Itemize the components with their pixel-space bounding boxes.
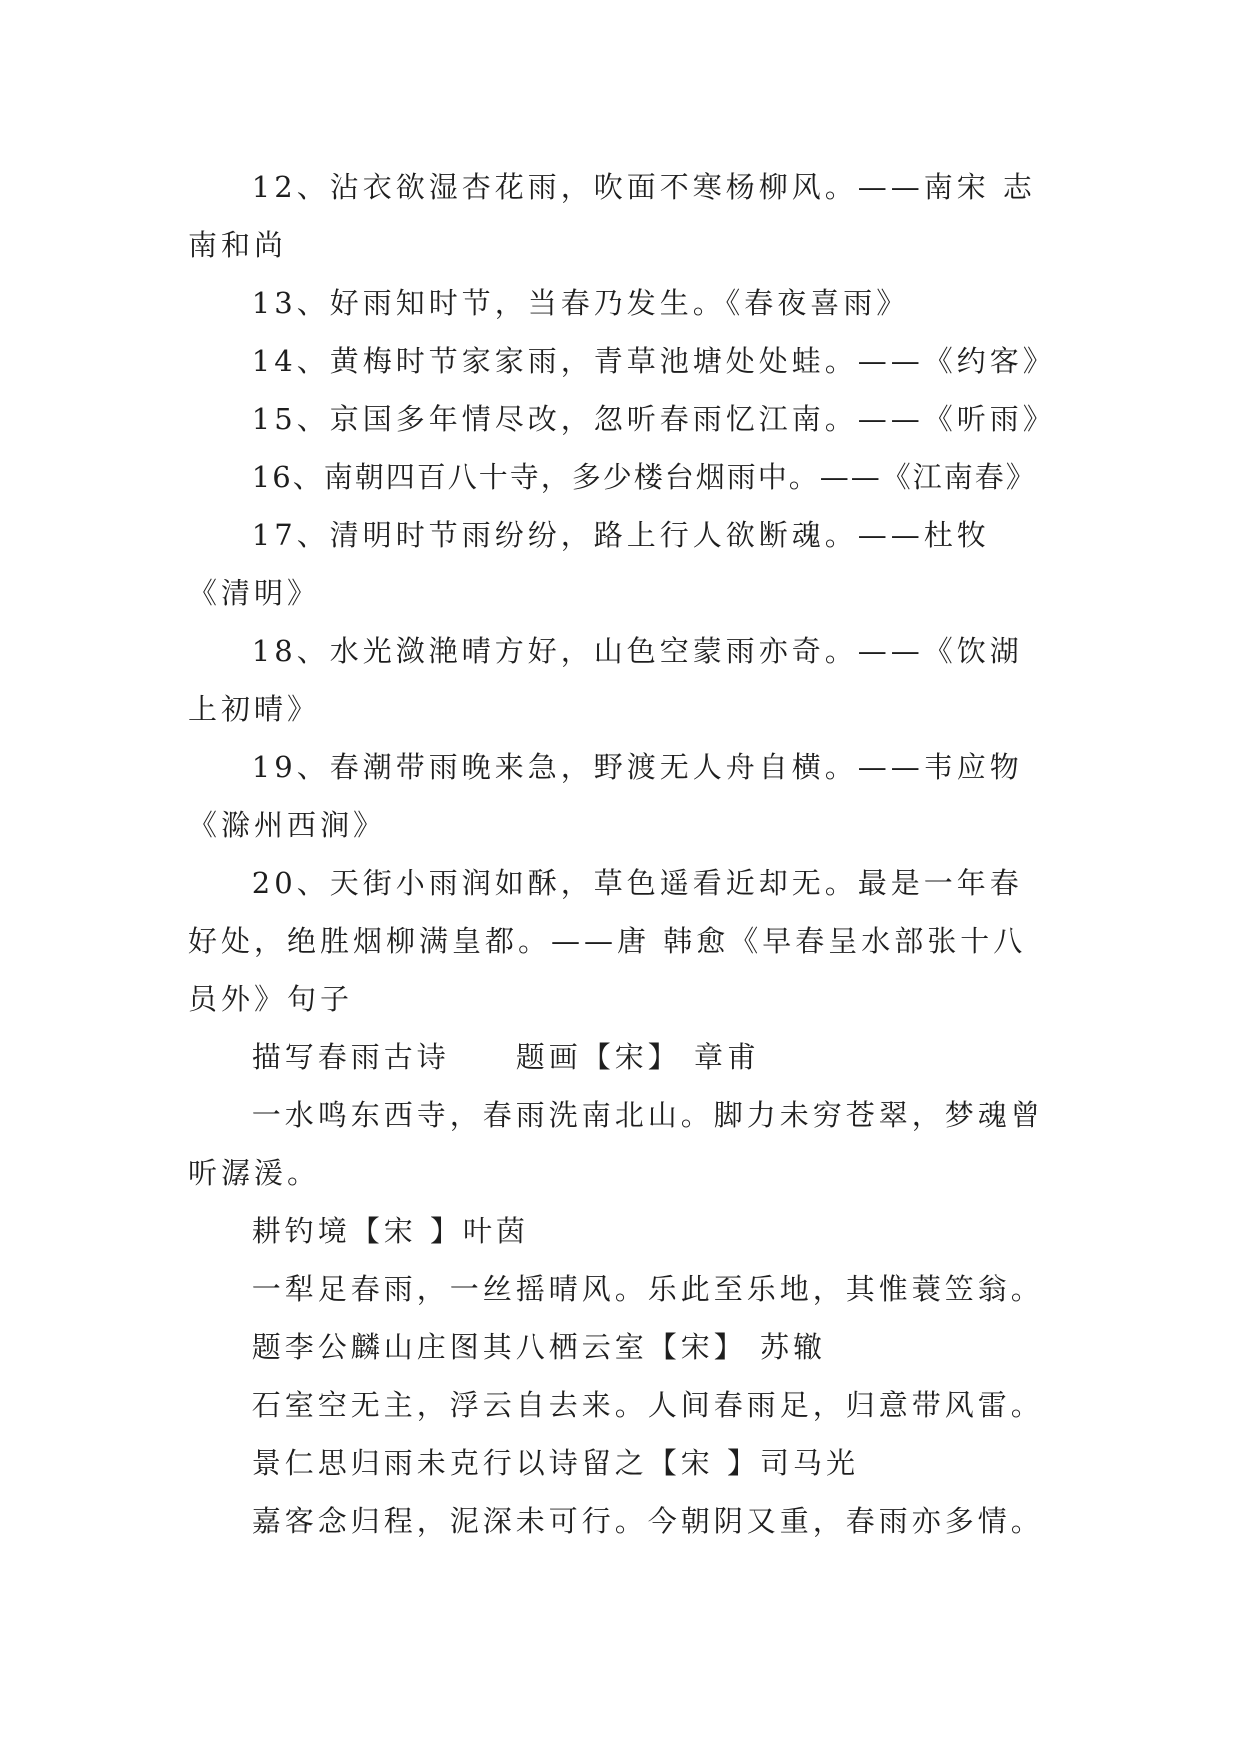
poem-heading: 描写春雨古诗 题画【宋】 章甫 bbox=[251, 1040, 761, 1074]
paragraph: 16、南朝四百八十寺，多少楼台烟雨中。——《江南春》 bbox=[251, 460, 1037, 494]
poem-text: 石室空无主，浮云自去来。人间春雨足，归意带风雷。 bbox=[251, 1388, 1044, 1422]
paragraph: 15、京国多年情尽改，忽听春雨忆江南。——《听雨》 bbox=[251, 402, 1056, 436]
paragraph: 17、清明时节雨纷纷，路上行人欲断魂。——杜牧《清明》 bbox=[188, 518, 990, 610]
poem-heading: 题李公麟山庄图其八栖云室【宋】 苏辙 bbox=[251, 1330, 827, 1364]
poem-text: 一犁足春雨，一丝摇晴风。乐此至乐地，其惟蓑笠翁。 bbox=[251, 1272, 1044, 1306]
paragraph: 12、沾衣欲湿杏花雨，吹面不寒杨柳风。——南宋 志南和尚 bbox=[188, 170, 1036, 262]
paragraph: 19、春潮带雨晚来急，野渡无人舟自横。——韦应物《滁州西涧》 bbox=[188, 750, 1023, 842]
poem-text: 嘉客念归程，泥深未可行。今朝阴又重，春雨亦多情。 bbox=[251, 1504, 1044, 1538]
paragraph: 20、天街小雨润如酥，草色遥看近却无。最是一年春好处，绝胜烟柳满皇都。——唐 韩愈《早春呈水部张十八员外》句子 bbox=[188, 866, 1027, 1016]
paragraph: 13、好雨知时节，当春乃发生。《春夜喜雨》 bbox=[251, 286, 910, 320]
poem-text: 一水鸣东西寺，春雨洗南北山。脚力未穷苍翠，梦魂曾听潺湲。 bbox=[188, 1098, 1044, 1190]
poem-heading: 景仁思归雨未克行以诗留之【宋 】司马光 bbox=[251, 1446, 860, 1480]
paragraph: 14、黄梅时节家家雨，青草池塘处处蛙。——《约客》 bbox=[251, 344, 1056, 378]
paragraph: 18、水光潋滟晴方好，山色空蒙雨亦奇。——《饮湖上初晴》 bbox=[188, 634, 1023, 726]
poem-heading: 耕钓境【宋 】叶茵 bbox=[251, 1214, 530, 1248]
document-body bbox=[188, 158, 1056, 1550]
